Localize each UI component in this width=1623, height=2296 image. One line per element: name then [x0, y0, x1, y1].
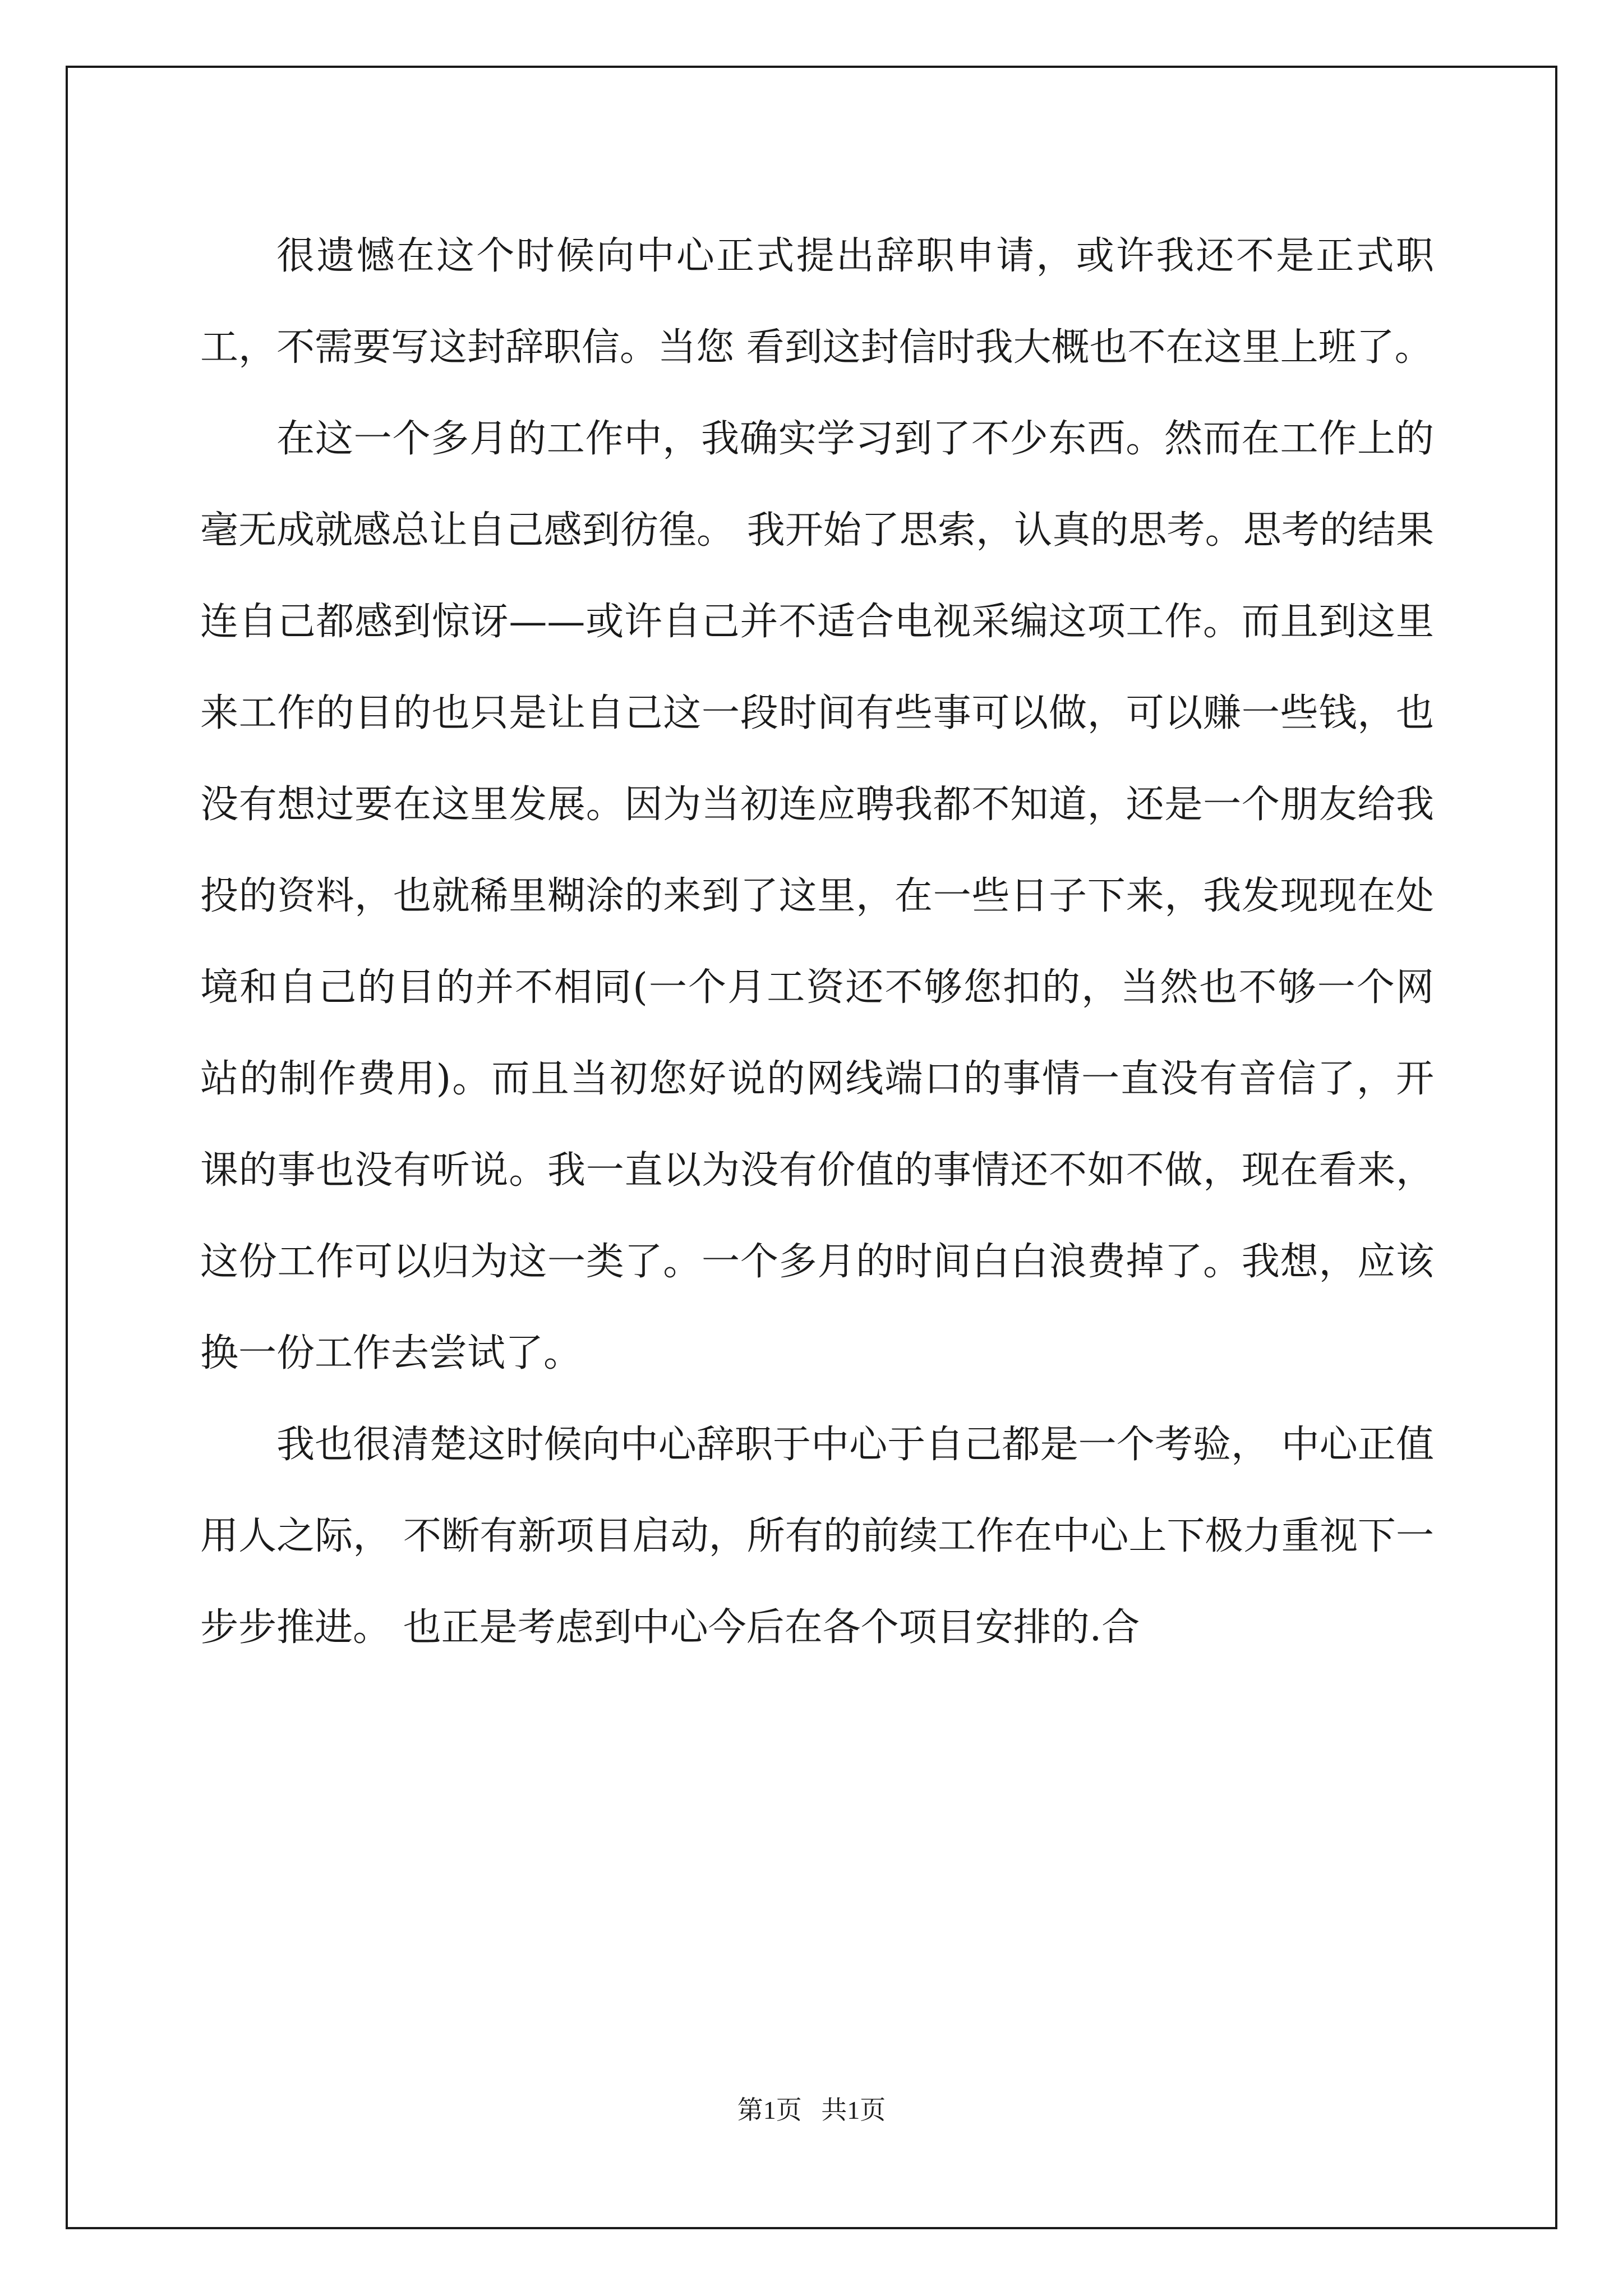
paragraph-2: 在这一个多月的工作中，我确实学习到了不少东西。然而在工作上的毫无成就感总让自己感到彷徨。 我开始了思索，认真的思考。思考的结果连自己都感到惊讶——或许自己并不适合电视采编这项工作。而且到这里来工作的目的也只是让自己这一段时间有些事可以做，可以赚一些钱，也没有想过要在这里发展。因为当初连应聘我都不知道，还是一个朋友给我投的资料，也就稀里糊涂的来到了这里，在一些日子下来，我发现现在处境和自己的目的并不相同(一个月工资还不够您扣的，当然也不够一个网站的制作费用)。而且当初您好说的网线端口的事情一直没有音信了，开课的事也没有听说。我一直以为没有价值的事情还不如不做，现在看来，这份工作可以归为这一类了。一个多月的时间白白浪费掉了。我想，应该换一份工作去尝试了。 — [200, 417, 1434, 1375]
paragraph-1: 很遗憾在这个时候向中心正式提出辞职申请，或许我还不是正式职工，不需要写这封辞职信。当您 看到这封信时我大概也不在这里上班了。 — [200, 234, 1434, 370]
page-footer — [0, 2090, 1623, 2127]
document-body — [200, 210, 1434, 1673]
page-number-label: 第1页 共1页 — [737, 2096, 886, 2124]
paragraph-3: 我也很清楚这时候向中心辞职于中心于自己都是一个考验， 中心正值用人之际， 不断有新项目启动，所有的前续工作在中心上下极力重视下一步步推进。 也正是考虑到中心今后在各个项目安排的.合 — [200, 1423, 1434, 1650]
